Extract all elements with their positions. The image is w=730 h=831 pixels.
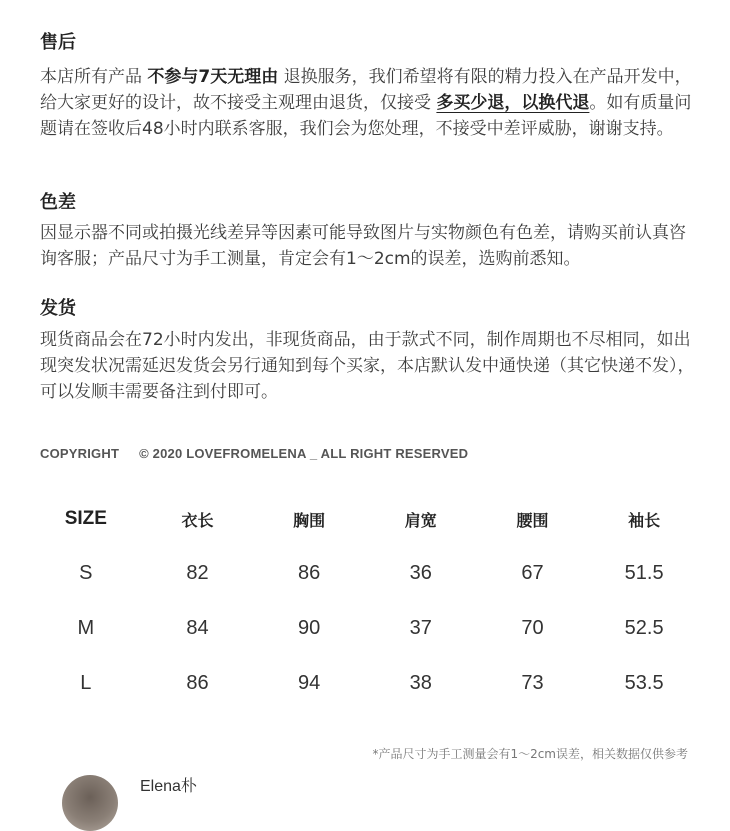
table-cell: 86 bbox=[186, 672, 209, 694]
table-cell-size: L bbox=[80, 672, 92, 694]
header-shoulder: 肩宽 bbox=[404, 510, 437, 530]
after-sales-title: 售后 bbox=[40, 32, 76, 53]
size-table bbox=[30, 492, 700, 711]
color-diff-title: 色差 bbox=[40, 192, 76, 213]
after-sales-text bbox=[40, 64, 700, 142]
header-waist: 腰围 bbox=[516, 510, 549, 530]
after-sales-bold-2: 多买少退，以换代退 bbox=[436, 93, 590, 113]
after-sales-text-3: 。如有质量问题请在签收后48小时内联系客服，我们会为您处理，不接受中差评威胁，谢谢支持。 bbox=[40, 93, 692, 139]
after-sales-text-2: 退换服务，我们希望将有限的精力投入在产品开发中，给大家更好的设计，故不接受主观理由退货，仅接受 bbox=[40, 67, 692, 113]
table-cell: 37 bbox=[409, 617, 432, 639]
after-sales-text-1: 本店所有产品 bbox=[40, 67, 142, 87]
table-cell: 90 bbox=[298, 617, 321, 639]
avatar bbox=[62, 775, 118, 831]
table-cell: 36 bbox=[409, 562, 432, 584]
table-cell: 84 bbox=[186, 617, 209, 639]
table-cell: 86 bbox=[298, 562, 321, 584]
table-row bbox=[30, 546, 700, 601]
header-length: 衣长 bbox=[181, 510, 214, 530]
after-sales-bold-1: 不参与7天无理由 bbox=[147, 67, 279, 87]
author-name: Elena朴 bbox=[140, 778, 197, 795]
header-chest: 胸围 bbox=[293, 510, 326, 530]
table-row bbox=[30, 601, 700, 656]
measurement-note: *产品尺寸为手工测量会有1～2cm误差，相关数据仅供参考 bbox=[372, 747, 688, 761]
table-row bbox=[30, 656, 700, 711]
table-cell: 73 bbox=[521, 672, 544, 694]
copyright-text: © 2020 LOVEFROMELENA _ ALL RIGHT RESERVED bbox=[139, 446, 469, 461]
header-sleeve: 袖长 bbox=[628, 510, 661, 530]
shipping-title: 发货 bbox=[40, 298, 76, 319]
table-cell: 51.5 bbox=[624, 562, 664, 584]
table-cell: 38 bbox=[409, 672, 432, 694]
shipping-text: 现货商品会在72小时内发出，非现货商品，由于款式不同，制作周期也不尽相同，如出现突发状况需延迟发货会另行通知到每个买家，本店默认发中通快递（其它快递不发），可以发顺丰需要备注到付即可。 bbox=[40, 330, 695, 402]
table-cell: 67 bbox=[521, 562, 544, 584]
copyright-line bbox=[40, 446, 468, 461]
copyright-label: COPYRIGHT bbox=[40, 446, 120, 461]
table-cell: 94 bbox=[298, 672, 321, 694]
header-size: SIZE bbox=[64, 508, 107, 529]
table-cell: 70 bbox=[521, 617, 544, 639]
table-cell-size: S bbox=[79, 562, 93, 584]
table-cell: 53.5 bbox=[624, 672, 664, 694]
size-table-header-row bbox=[30, 492, 700, 546]
table-cell: 82 bbox=[186, 562, 209, 584]
color-diff-text: 因显示器不同或拍摄光线差异等因素可能导致图片与实物颜色有色差，请购买前认真咨询客服；产品尺寸为手工测量，肯定会有1～2cm的误差，选购前悉知。 bbox=[40, 223, 686, 269]
table-cell: 52.5 bbox=[624, 617, 664, 639]
table-cell-size: M bbox=[77, 617, 95, 639]
